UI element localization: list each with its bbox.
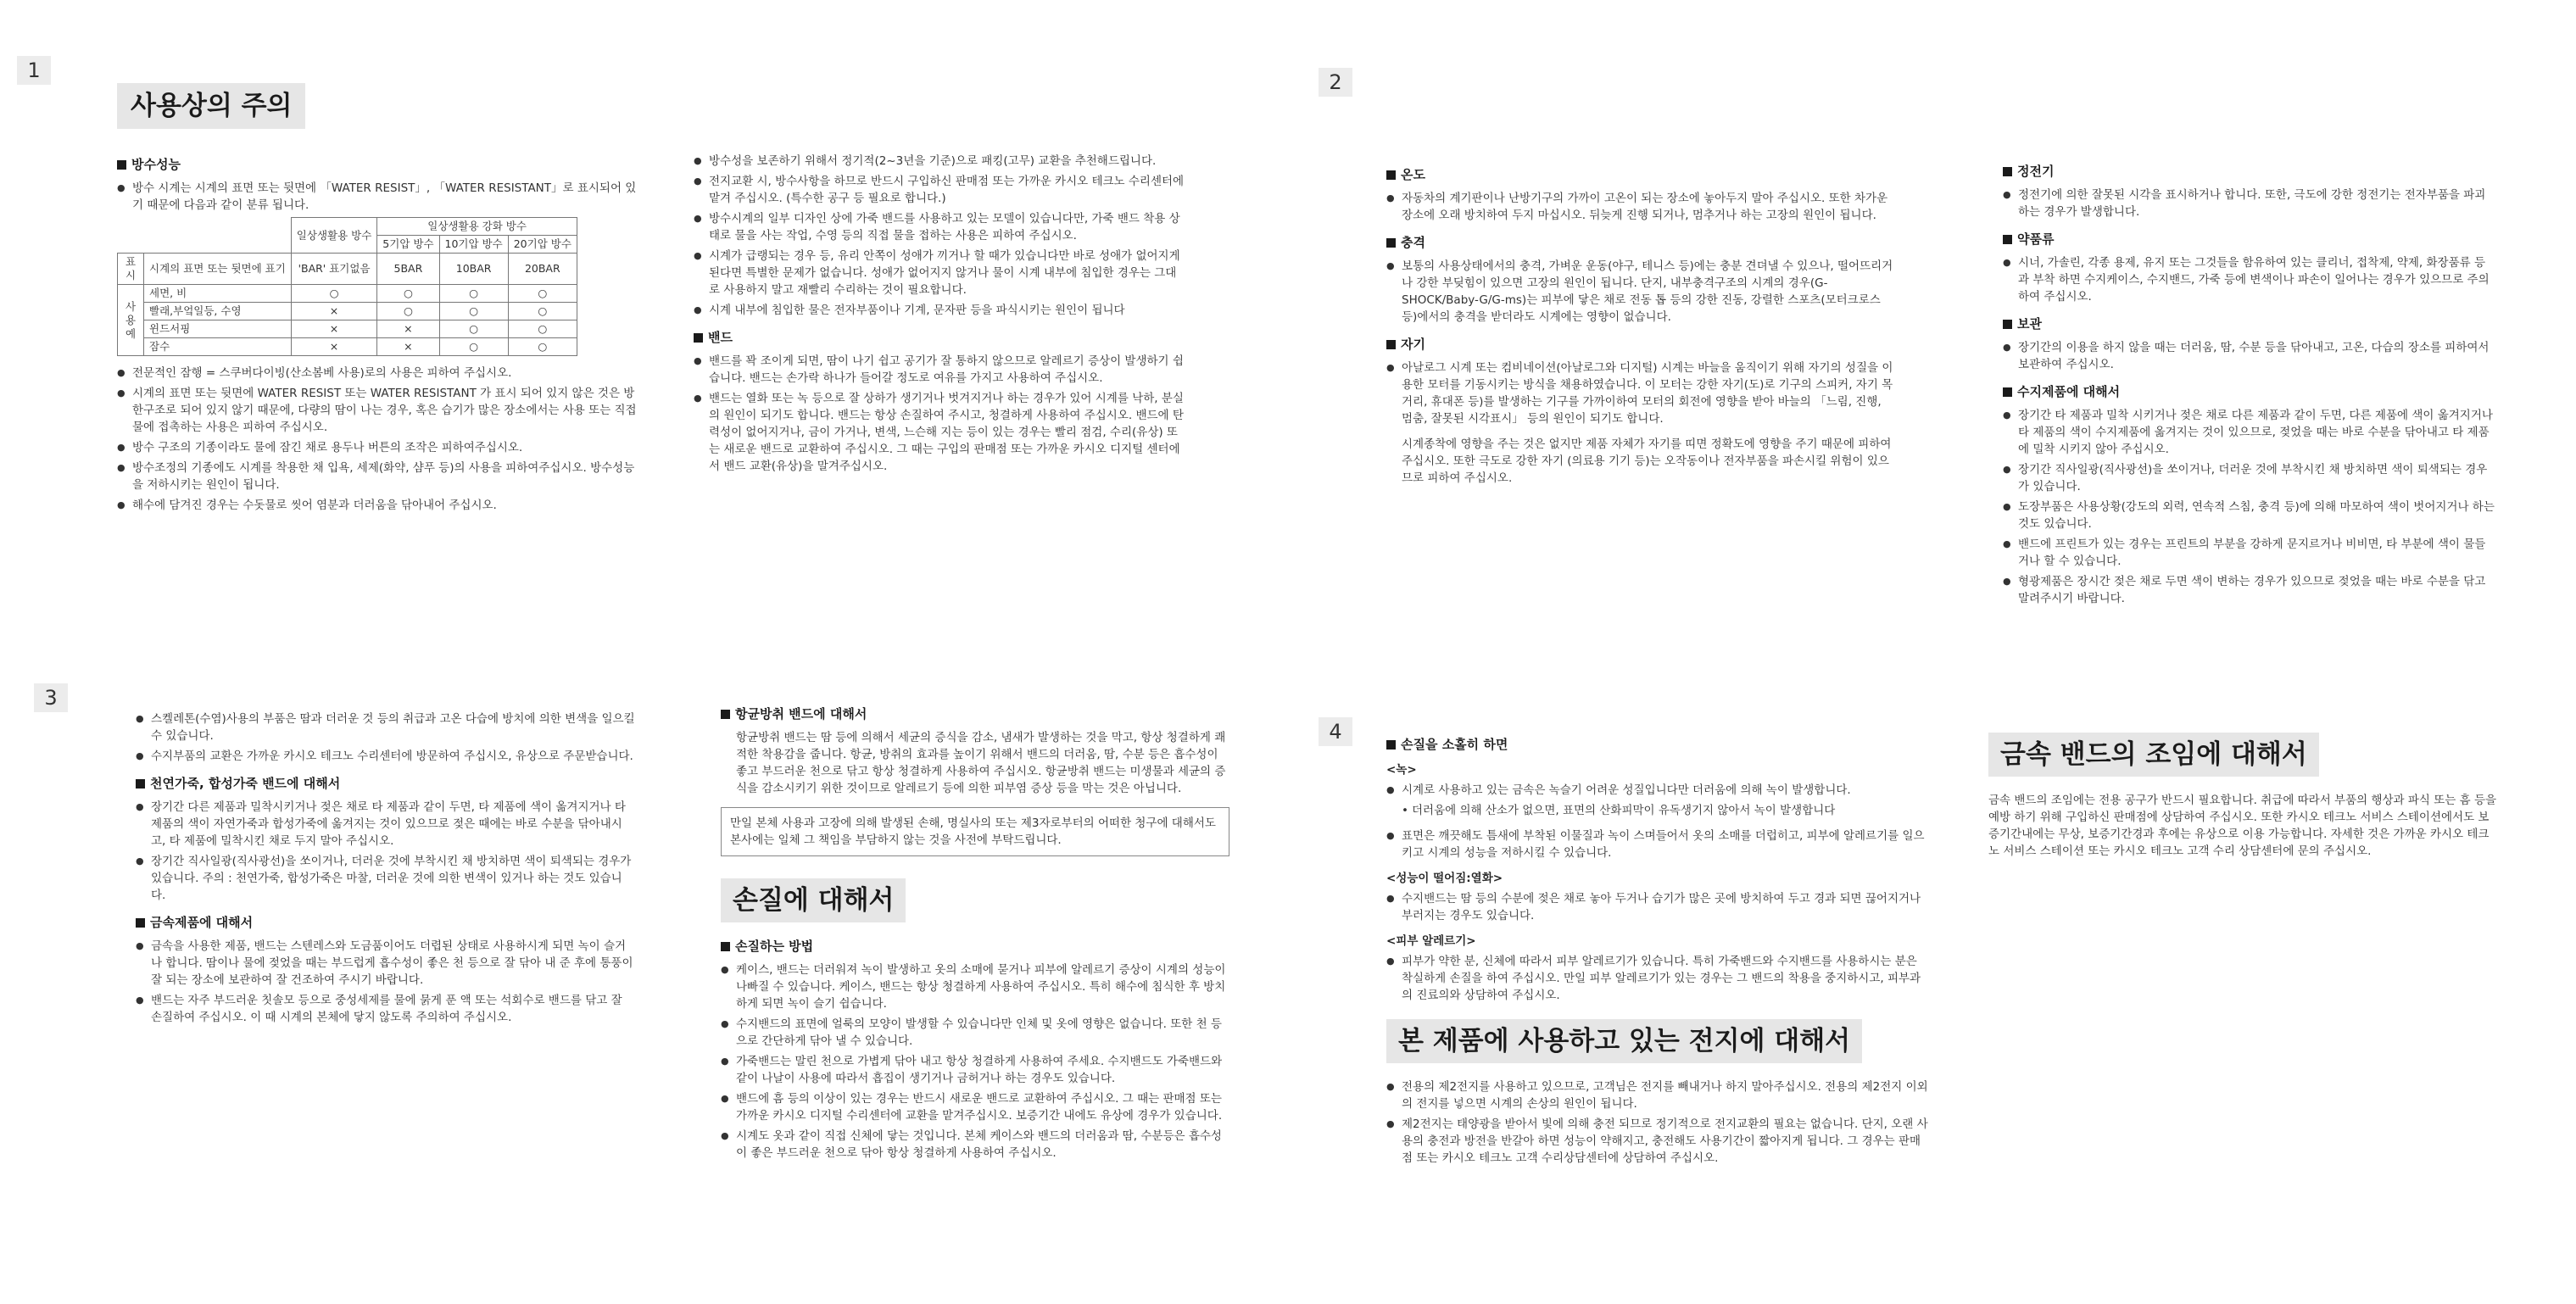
list-item: ● 시계로 사용하고 있는 금속은 녹슬기 어려운 성질입니다만 더러움에 의해 녹이 발생합니다. (1386, 782, 1929, 799)
th-everyday: 일상생활용 방수 (291, 218, 377, 254)
usage-cell: ○ (377, 303, 439, 320)
page1-right-column (694, 153, 1185, 478)
list-item: ● 전용의 제2전지를 사용하고 있으므로, 고객님은 전지를 빼내거나 하지 말아주십시오. 전용의 제2전지 이외의 전지를 넣으면 시계의 손상의 원인이 됩니다. (1386, 1078, 1929, 1112)
square-bullet-icon (2003, 320, 2012, 329)
usage-cell: ○ (508, 303, 577, 320)
th-20bar: 20기압 방수 (508, 236, 577, 254)
list-item: ● 제2전지는 태양광을 받아서 빛에 의해 충전 되므로 정기적으로 전지교환의 필요는 없습니다. 단지, 오랜 사용의 충전과 방전을 반갈아 하면 성능이 약해지고, 충전해도 사용기간이 짧아지게 됩니다. 그 경우는 판매점 또는 카시오 테크노 고객 수리상담센터에 상담하여 주십시오. (1386, 1116, 1929, 1167)
square-bullet-icon (2003, 167, 2012, 176)
metal-section-heading: 금속제품에 대해서 (136, 914, 636, 931)
list-item: ● 시계 내부에 침입한 물은 전자부품이나 기계, 문자판 등을 파식시키는 원인이 됩니다 (694, 302, 1185, 319)
square-bullet-icon (721, 942, 730, 951)
perf-subheading: <성능이 떨어짐:열화> (1386, 872, 1503, 885)
mark-everyday: 'BAR' 표기없음 (291, 254, 377, 285)
usage-row-name: 잠수 (144, 338, 292, 356)
magnet-list (1386, 359, 1895, 427)
square-bullet-icon (694, 333, 703, 343)
usage-cell: ○ (439, 338, 508, 356)
perf-list (1386, 890, 1929, 924)
th-10bar: 10기압 방수 (439, 236, 508, 254)
leather-list (136, 799, 636, 904)
th-5bar: 5기압 방수 (377, 236, 439, 254)
care-section-heading: 손질하는 방법 (721, 938, 1229, 955)
usage-row-name: 세면, 비 (144, 285, 292, 303)
skin-list (1386, 953, 1929, 1004)
disclaimer-box: 만일 본체 사용과 고장에 의해 발생된 손해, 명실사의 또는 제3자로부터의 어떠한 청구에 대해서도 본사에는 일체 그 책임을 부담하지 않는 것을 사전에 부탁드립니다. (721, 807, 1229, 856)
magnet-note: 시계종착에 영향을 주는 것은 없지만 제품 자체가 자기를 띠면 정확도에 영향을 주기 때문에 피하여 주십시오. 또한 극도로 강한 자기 (의료용 기기 등)는 오작동이나 전자부품을 파손시킬 위험이 있으므로 피하여 주십시오. (1402, 437, 1892, 485)
usage-cell: ○ (508, 338, 577, 356)
water-more-list (694, 153, 1185, 319)
list-item: ● 금속을 사용한 제품, 밴드는 스텐레스와 도금품이어도 더렵된 상태로 사용하시게 되면 녹이 슬거나 합니다. 땀이나 물에 젖었을 때는 부드럽게 흡수성이 좋은 천 등으로 잘 닦아 내 준 후에 통풍이 잘 되는 장소에 보관하여 잘 건조하여 주시기 바랍니다. (136, 938, 636, 989)
care-title: 손질에 대해서 (721, 878, 906, 922)
water-resist-table (117, 217, 577, 356)
list-item: ● 형광제품은 장시간 젖은 채로 두면 색이 변하는 경우가 있으므로 젖었을 때는 바로 수분을 닦고 말려주시기 바랍니다. (2003, 573, 2495, 607)
list-item: ● 시너, 가솔린, 각종 용제, 유지 또는 그것들을 함유하여 있는 클리너, 접착제, 약제, 화장품류 등과 부착 하면 수지케이스, 수지밴드, 가죽 등에 변색이나 파손이 일어나는 경우가 있으므로 주의하여 주십시오. (2003, 254, 2495, 305)
usage-cell: ○ (508, 285, 577, 303)
chem-list (2003, 254, 2495, 305)
list-item: ● 도장부품은 사용상황(강도의 외력, 연속적 스침, 충격 등)에 의해 마모하여 색이 벗어지거나 하는 것도 있습니다. (2003, 499, 2495, 532)
usage-cell: ○ (508, 320, 577, 338)
rust-sublist (1386, 802, 1929, 819)
care-list (721, 961, 1229, 1162)
list-item: ● 방수 구조의 기종이라도 물에 잠긴 채로 용두나 버튼의 조작은 피하여주십시오. (117, 439, 643, 456)
list-item: ● 가죽밴드는 말린 천으로 가볍게 닦아 내고 항상 청결하게 사용하여 주세요. 수지밴드도 가죽밴드와 같이 나날이 사용에 따라서 흡집이 생기거나 금허거나 하는 경우도 있습니다. (721, 1053, 1229, 1087)
square-bullet-icon (136, 779, 145, 789)
usage-cell: ○ (439, 303, 508, 320)
page4-right-column (1988, 721, 2497, 865)
square-bullet-icon (1386, 340, 1396, 349)
usage-cell: × (377, 320, 439, 338)
neglect-section-heading: 손질을 소홀히 하면 (1386, 736, 1929, 753)
page-number-1: 1 (17, 56, 51, 85)
p3-top-list (136, 711, 636, 765)
list-item: ● 장기간 직사일광(직사광선)을 쏘이거나, 더러운 것에 부착시킨 채 방치하면 색이 퇴색되는 경우가 있습니다. 주의 : 천연가죽, 합성가죽은 마찰, 더러운 것에 의한 변색이 있거나 하는 것도 있습니다. (136, 853, 636, 904)
list-item: ● 자동차의 계기판이나 난방기구의 가까이 고온이 되는 장소에 놓아두지 말아 주십시오. 또한 차가운 장소에 오래 방치하여 두지 마십시오. 뒤늦게 진행 되거나, 멈추거나 하는 고장의 원인이 됩니다. (1386, 190, 1895, 224)
band-list (694, 353, 1185, 475)
square-bullet-icon (1386, 170, 1396, 180)
usage-cell: ○ (291, 285, 377, 303)
square-bullet-icon (136, 918, 145, 928)
shock-section-heading: 충격 (1386, 234, 1895, 251)
temp-list (1386, 190, 1895, 224)
row-mark-label: 시계의 표면 또는 뒷면에 표기 (144, 254, 292, 285)
list-item: ● 전문적인 잠행 = 스쿠버다이빙(산소봄베 사용)로의 사용은 피하여 주십시오. (117, 365, 643, 382)
list-item: ● 수지부품의 교환은 가까운 카시오 테크노 수리센터에 방문하여 주십시오, 유상으로 주문받습니다. (136, 748, 636, 765)
list-item: ● 전지교환 시, 방수사항을 하므로 반드시 구입하신 판매점 또는 가까운 카시오 테크노 수리센터에 맡겨 주십시오. (특수한 공구 등 필요로 합니다.) (694, 173, 1185, 207)
mark-10bar: 10BAR (439, 254, 508, 285)
mark-20bar: 20BAR (508, 254, 577, 285)
list-item: ● 시계도 옷과 같이 직접 신체에 닿는 것입니다. 본체 케이스와 밴드의 더러움과 땀, 수분등은 흡수성이 좋은 부드러운 천으로 닦아 항상 청결하게 사용하여 주십시오. (721, 1128, 1229, 1162)
skin-subheading: <피부 알레르기> (1386, 934, 1476, 948)
list-item: • 더러움에 의해 산소가 없으면, 표면의 산화피막이 유독생기지 않아서 녹이 발생합니다 (1386, 802, 1929, 819)
usage-row-name: 윈드서핑 (144, 320, 292, 338)
list-item: ● 장기간 다른 제품과 밀착시키거나 젖은 채로 타 제품과 같이 두면, 타 제품에 색이 옮겨지거나 타 제품의 색이 자연가죽과 합성가죽에 옮겨지는 것이 있으므로 젖은 때에는 바로 수분을 닦아내시고, 타 제품에 밀착시킨 채로 두지 말아 주십시오. (136, 799, 636, 850)
list-item: ● 시계의 표면 또는 뒷면에 WATER RESIST 또는 WATER RESISTANT 가 표시 되어 있지 않은 것은 방한구조로 되어 있지 않기 때문에, 다량의 땀이 나는 경우, 혹은 습기가 많은 장소에서는 사용 또는 직접 물에 접촉하는 사용은 피하여 주십시오. (117, 385, 643, 436)
usage-row-name: 빨래,부엌일등, 수영 (144, 303, 292, 320)
square-bullet-icon (117, 160, 126, 170)
list-item: ● 밴드는 열화 또는 녹 등으로 잘 상하가 생기거나 벗겨지거나 하는 경우가 있어 시계를 낙하, 분실의 원인이 되기도 합니다. 밴드는 항상 손질하여 주시고, 청결하게 사용하여 주십시오. 밴드에 탄력성이 없어지거나, 금이 가거나, 변색, 느슨해 지는 등이 있는 경우는 빨리 점검, 수리(유상) 또는 새로운 밴드로 교환하여 주십시오. 그 때는 구입의 판매점 또는 가까운 카시오 디지털 센터에서 밴드 교환(유상)을 말겨주십시오. (694, 390, 1185, 475)
band-section-heading: 밴드 (694, 329, 1185, 346)
page3-left-column (136, 711, 636, 1029)
row-mark-head: 표시 (118, 254, 144, 285)
leather-section-heading: 천연가죽, 합성가죽 밴드에 대해서 (136, 775, 636, 792)
page2-right-column (2003, 153, 2495, 610)
magnet-section-heading: 자기 (1386, 336, 1895, 353)
antibac-section-heading: 항균방취 밴드에 대해서 (721, 705, 1229, 722)
water-section-heading: 방수성능 (117, 156, 643, 173)
static-section-heading: 정전기 (2003, 163, 2495, 180)
metal-list (136, 938, 636, 1026)
antibac-text: 항균방취 밴드는 땀 등에 의해서 세균의 증식을 감소, 냄새가 발생하는 것을 막고, 항상 청결하게 쾌적한 착용감을 줍니다. 항균, 방취의 효과를 높이기 위해서 밴드의 더러움, 땀, 수분 등은 흡수성이 좋고 부드러운 천으로 닦고 항상 청결하게 사용하여 주십시오. 항균방취 밴드는 미생물과 세균의 증식을 감소시키기 위한 것이므로 알레르기 등에 의한 피부염 증상 등을 막는 것은 아닙니다. (736, 731, 1226, 795)
metal-band-title: 금속 밴드의 조임에 대해서 (1988, 733, 2319, 777)
rust-subheading: <녹> (1386, 763, 1417, 777)
square-bullet-icon (2003, 235, 2012, 244)
page3-right-column (721, 695, 1229, 1165)
battery-list (1386, 1078, 1929, 1167)
list-item: ● 케이스, 밴드는 더러워져 녹이 발생하고 옷의 소매에 묻거나 피부에 알레르기 증상이 시계의 성능이 나빠질 수 있습니다. 케이스, 밴드는 항상 청결하게 사용하여 주십시오. 특히 해수에 침식한 후 방치하게 되면 녹이 슬기 쉽습니다. (721, 961, 1229, 1012)
list-item: ● 정전기에 의한 잘못된 시각을 표시하거나 합니다. 또한, 극도에 강한 정전기는 전자부품을 파괴하는 경우가 발생합니다. (2003, 187, 2495, 220)
list-item: ● 피부가 약한 분, 신체에 따라서 피부 알레르기가 있습니다. 특히 가죽밴드와 수지밴드를 사용하시는 분은 착실하게 손질을 하여 주십시오. 만일 피부 알레르기가 있는 경우는 그 밴드의 착용을 중지하시고, 피부과의 진료의와 상담하여 주십시오. (1386, 953, 1929, 1004)
page-number-3: 3 (34, 683, 68, 712)
list-item: ● 수지밴드의 표면에 얼룩의 모양이 발생할 수 있습니다만 인체 및 옷에 영향은 없습니다. 또한 천 등으로 간단하게 닦아 낼 수 있습니다. (721, 1016, 1229, 1050)
temp-section-heading: 온도 (1386, 166, 1895, 183)
static-list (2003, 187, 2495, 220)
resin-section-heading: 수지제품에 대해서 (2003, 383, 2495, 400)
list-item: ● 표면은 깨끗해도 틈새에 부착된 이물질과 녹이 스며들어서 옷의 소매를 더럽히고, 피부에 알레르기를 일으키고 시계의 성능을 저하시킬 수 있습니다. (1386, 828, 1929, 861)
chem-section-heading: 약품류 (2003, 231, 2495, 248)
usage-cell: × (291, 320, 377, 338)
usage-cell: × (291, 338, 377, 356)
list-item: ● 방수시계의 일부 디자인 상에 가죽 밴드를 사용하고 있는 모델이 있습니다만, 가죽 밴드 착용 상태로 물을 사는 작업, 수영 등의 직접 물을 접하는 사용은 피하여 주십시오. (694, 210, 1185, 244)
list-item: ● 밴드를 꽉 조이게 되면, 땀이 나기 쉽고 공기가 잘 통하지 않으므로 알레르기 증상이 발생하기 쉽습니다. 밴드는 손가락 하나가 들어갈 정도로 여유를 가지고 사용하여 주십시오. (694, 353, 1185, 387)
list-item: ● 방수조정의 기종에도 시계를 착용한 채 입욕, 세제(화약, 샴푸 등)의 사용을 피하여주십시오. 방수성능을 저하시키는 원인이 됩니다. (117, 460, 643, 493)
list-item: ● 해수에 담겨진 경우는 수돗물로 씻어 염분과 더러움을 닦아내어 주십시오. (117, 497, 643, 514)
th-enhanced: 일상생활용 강화 방수 (377, 218, 577, 236)
list-item: ● 수지밴드는 땀 등의 수분에 젖은 채로 놓아 두거나 습기가 많은 곳에 방치하여 두고 경과 되면 끊어지거나 부러지는 경우도 있습니다. (1386, 890, 1929, 924)
usage-side-label: 사용예 (118, 285, 144, 356)
mark-5bar: 5BAR (377, 254, 439, 285)
storage-section-heading: 보관 (2003, 315, 2495, 332)
square-bullet-icon (1386, 238, 1396, 248)
usage-cell: × (291, 303, 377, 320)
list-item: ● 시계가 급랭되는 경우 등, 유리 안쪽이 성애가 끼거나 할 때가 있습니다만 바로 성애가 없어지게 된다면 특별한 문제가 없습니다. 성애가 없어지지 않거나 물이 시계 내부에 침입한 경우는 그대로 사용하지 말고 재빨리 수리하는 것이 필요합니다. (694, 248, 1185, 298)
page4-left-column (1386, 726, 1929, 1170)
page1-left-column (117, 83, 643, 517)
list-item: ● 스켈레톤(수염)사용의 부품은 땀과 더러운 것 등의 취급과 고온 다습에 방치에 의한 변색을 일으킬 수 있습니다. (136, 711, 636, 744)
list-item: ● 방수성을 보존하기 위해서 정기적(2~3년을 기준)으로 패킹(고무) 교환을 추천해드립니다. (694, 153, 1185, 170)
list-item: ● 장기간의 이용을 하지 않을 때는 더러움, 땀, 수분 등을 닦아내고, 고온, 다습의 장소를 피하여서 보관하여 주십시오. (2003, 339, 2495, 373)
list-item: ● 밴드에 흠 등의 이상이 있는 경우는 반드시 새로운 밴드로 교환하여 주십시오. 그 때는 판매점 또는 가까운 카시오 디지털 수리센터에 교환을 맡겨주십시오. 보증기간 내에도 유상에 경우가 있습니다. (721, 1090, 1229, 1124)
metal-band-text: 금속 밴드의 조임에는 전용 공구가 반드시 필요합니다. 취급에 따라서 부품의 행상과 파식 또는 흠 등을 예방 하기 위해 구입하신 판매점에 상담하여 주십시오. 또한 카시오 테크노 서비스 스테이션에서도 보증기간내에는 무상, 보증기간경과 후에는 유상으로 이용 가능합니다. 자세한 것은 가까운 카시오 테크노 서비스 스테이션 또는 카시오 테크노 고객 수리 상담센터에 문의 주십시오. (1988, 794, 2497, 858)
rust-list-2 (1386, 828, 1929, 861)
list-item: ● 장기간 직사일광(직사광선)을 쏘이거나, 더러운 것에 부착시킨 채 방치하면 색이 퇴색되는 경우가 있습니다. (2003, 461, 2495, 495)
page1-title: 사용상의 주의 (117, 83, 305, 129)
shock-list (1386, 258, 1895, 326)
list-item: ● 보통의 사용상태에서의 충격, 가벼운 운동(야구, 테니스 등)에는 충분 견뎌낼 수 있으나, 떨어뜨리거나 강한 부딪힘이 있으면 고장의 원인이 됩니다. 단지, 내부충격구조의 시계의 경우(G-SHOCK/Baby-G/G-ms)는 피부에 닿은 채로 전동 톱 등의 강한 진동, 강렬한 스포츠(모터크로스 등)에서의 충격을 받더라도 시계에는 영향이 없습니다. (1386, 258, 1895, 326)
list-item: ● 아날로그 시계 또는 컴비네이션(아날로그와 디지털) 시계는 바늘을 움직이기 위해 자기의 성질을 이용한 모터를 기동시키는 방식을 채용하였습니다. 이 모터는 강한 자기(도)로 기구의 스피커, 자기 목거리, 휴대폰 등)를 발생하는 기구를 가까이하여 모터의 회전에 영향을 받아 바늘의 「느림, 진행, 멈춤, 잘못된 시각표시」 등의 원인이 되기도 합니다. (1386, 359, 1895, 427)
water-notes-list (117, 365, 643, 514)
usage-cell: ○ (439, 285, 508, 303)
square-bullet-icon (2003, 387, 2012, 397)
usage-cell: × (377, 338, 439, 356)
square-bullet-icon (721, 710, 730, 719)
water-intro: ● 방수 시계는 시계의 표면 또는 뒷면에 「WATER RESIST」, 「WATER RESISTANT」로 표시되어 있기 때문에 다음과 같이 분류 됩니다. (117, 180, 643, 214)
battery-title: 본 제품에 사용하고 있는 전지에 대해서 (1386, 1019, 1862, 1063)
square-bullet-icon (1386, 740, 1396, 750)
usage-cell: ○ (439, 320, 508, 338)
usage-cell: ○ (377, 285, 439, 303)
page-number-4: 4 (1319, 717, 1352, 746)
list-item: ● 밴드에 프린트가 있는 경우는 프린트의 부분을 강하게 문지르거나 비비면, 타 부분에 색이 물들거나 할 수 있습니다. (2003, 536, 2495, 570)
resin-list (2003, 407, 2495, 607)
water-intro-list (117, 180, 643, 214)
page2-left-column (1386, 156, 1895, 492)
storage-list (2003, 339, 2495, 373)
page-number-2: 2 (1319, 68, 1352, 97)
list-item: ● 장기간 타 제품과 밀착 시키거나 젖은 채로 다른 제품과 같이 두면, 다른 제품에 색이 옮겨지거나 타 제품의 색이 수지제품에 옮겨지는 것이 있으므로, 젖었을 때는 바로 수분을 닦아내고 타 제품에 밀착 시키지 않아 주십시오. (2003, 407, 2495, 458)
rust-list (1386, 782, 1929, 799)
list-item: ● 밴드는 자주 부드러운 칫솔모 등으로 중성세제를 물에 묽게 푼 액 또는 석회수로 밴드를 닦고 잘 손질하여 주십시오. 이 때 시계의 본체에 닿지 않도록 주의하여 주십시오. (136, 992, 636, 1026)
